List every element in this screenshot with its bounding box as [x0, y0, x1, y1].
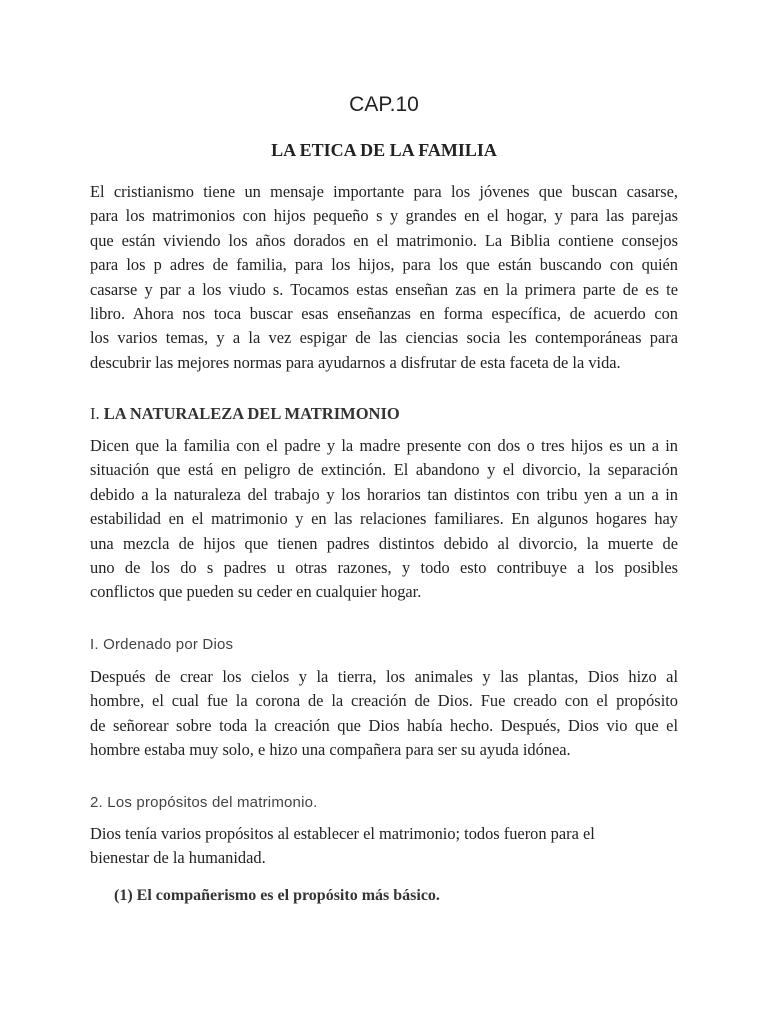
intro-line: para los p adres de familia, para los hijos, para los que están buscando con quién	[90, 255, 678, 275]
intro-line: para los matrimonios con hijos pequeño s y grandes en el hogar, y para las parejas	[90, 206, 678, 226]
paragraph-line: debido a la naturaleza del trabajo y los horarios tan distintos con tribu yen a un a in	[90, 484, 678, 504]
paragraph-line: Dios tenía varios propósitos al establecer el matrimonio; todos fueron para el	[90, 824, 595, 843]
paragraph-line: hombre, el cual fue la corona de la creación de Dios. Fue creado con el propósito	[90, 691, 678, 711]
ordenado-paragraph	[90, 665, 678, 763]
paragraph-line: conflictos que pueden su ceder en cualquier hogar.	[90, 582, 422, 602]
chapter-label: CAP.10	[349, 93, 419, 116]
intro-line: que están viviendo los años dorados en el matrimonio. La Biblia contiene consejos	[90, 230, 678, 250]
numbered-item-1: (1) El compañerismo es el propósito más básico.	[114, 887, 440, 904]
section-heading-propositos: 2. Los propósitos del matrimonio.	[90, 794, 318, 811]
section-heading-ordenado: I. Ordenado por Dios	[90, 636, 234, 653]
section-title: LA NATURALEZA DEL MATRIMONIO	[103, 404, 400, 423]
paragraph-line: hombre estaba muy solo, e hizo una compañera para ser su ayuda idónea.	[90, 740, 571, 760]
paragraph-line: Dicen que la familia con el padre y la madre presente con dos o tres hijos es un a in	[90, 436, 678, 455]
intro-paragraph	[90, 180, 678, 375]
paragraph-line: una mezcla de hijos que tienen padres distintos debido al divorcio, la muerte de	[90, 533, 678, 553]
intro-line: El cristianismo tiene un mensaje importante para los jóvenes que buscan casarse,	[90, 182, 678, 201]
paragraph-line: uno de los do s padres u otras razones, y todo esto contribuye a los posibles	[90, 558, 678, 578]
intro-line: los varios temas, y a la vez espigar de las ciencias socia les contemporáneas para	[90, 328, 678, 348]
intro-line: casarse y par a los viudo s. Tocamos estas enseñan zas en la primera parte de es te	[90, 279, 678, 299]
paragraph-line: Después de crear los cielos y la tierra, los animales y las plantas, Dios hizo al	[90, 667, 678, 686]
naturaleza-paragraph	[90, 434, 678, 605]
paragraph-line: situación que está en peligro de extinción. El abandono y el divorcio, la separación	[90, 460, 678, 480]
paragraph-line: estabilidad en el matrimonio y en las relaciones familiares. En algunos hogares hay	[90, 509, 678, 529]
intro-line: libro. Ahora nos toca buscar esas enseñanzas en forma específica, de acuerdo con	[90, 304, 678, 324]
chapter-title: LA ETICA DE LA FAMILIA	[271, 140, 497, 160]
section-heading-naturaleza	[90, 404, 678, 424]
paragraph-line: de señorear sobre toda la creación que Dios había hecho. Después, Dios vio que el	[90, 715, 678, 735]
intro-line: descubrir las mejores normas para ayudarnos a disfrutar de esta faceta de la vida.	[90, 352, 621, 372]
propositos-paragraph	[90, 822, 678, 871]
paragraph-line: bienestar de la humanidad.	[90, 848, 266, 868]
section-number: I.	[90, 404, 104, 423]
